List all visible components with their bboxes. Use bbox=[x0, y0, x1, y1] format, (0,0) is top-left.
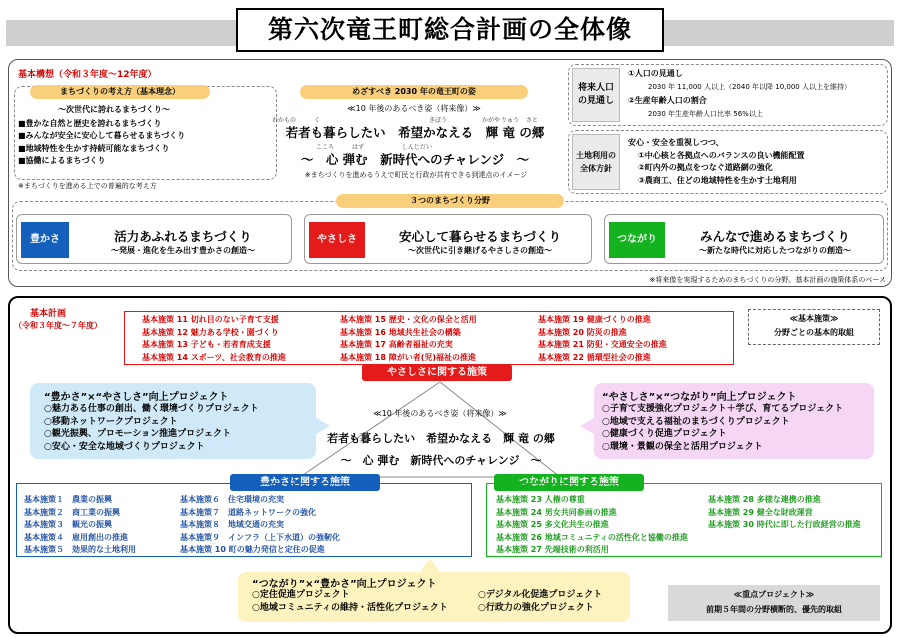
bunya-tag-yutaka: 豊かさ bbox=[21, 222, 69, 258]
policy-item: 基本施策 11 切れ目のない子育て支援 bbox=[142, 315, 279, 324]
proj3-pointer bbox=[420, 558, 440, 572]
bunya-main-tsunagari: みんなで進めるまちづくり bbox=[700, 229, 850, 244]
jinkou-label: 将来人口 の見通し bbox=[577, 83, 614, 106]
yasashisa-policy-tag: やさしさに関する施策 bbox=[362, 364, 512, 381]
jinkou-l4: 2030 年生産年齢人口比率 56%以上 bbox=[648, 110, 763, 118]
project-item: ○観光振興、プロモーション推進プロジェクト bbox=[44, 429, 231, 439]
bunya-sub-tsunagari: ～新たな時代に対応したつながりの創造～ bbox=[699, 246, 851, 255]
policy-item: 基本施策 10 町の魅力発信と定住の促進 bbox=[180, 545, 325, 555]
bunya-sub-yasashisa: ～次世代に引き継げるやさしさの創造～ bbox=[408, 246, 552, 255]
kihon-keikaku-label2: （令和３年度～７年度） bbox=[14, 321, 102, 330]
yutaka-policy-tag: 豊かさに関する施策 bbox=[230, 474, 380, 491]
policy-item: 基本施策１ 農業の振興 bbox=[24, 495, 112, 504]
policy-item: 基本施策 19 健康づくりの推進 bbox=[538, 315, 651, 324]
jinkou-l2: 2030 年 11,000 人以上（2040 年以降 10,000 人以上を維持） bbox=[648, 83, 851, 91]
policy-item: 基本施策４ 雇用創出の推進 bbox=[24, 532, 128, 542]
jinkou-l3: ②生産年齢人口の割合 bbox=[628, 96, 707, 105]
mezasu-ruby1: わかもの く きぼう かがや りゅう さと bbox=[272, 117, 539, 124]
policy-item: 基本施策 16 地域共生社会の構築 bbox=[340, 327, 461, 337]
policy-item: 基本施策 24 男女共同参画の推進 bbox=[496, 507, 617, 517]
policy-item: 基本施策 23 人権の尊重 bbox=[496, 495, 585, 504]
legend-juten-desc: 前期５年間の分野横断的、優先的取組 bbox=[706, 605, 842, 614]
legend-juten-title: ≪重点プロジェクト≫ bbox=[733, 590, 815, 599]
tochi-label: 土地利用の 全体方針 bbox=[576, 151, 616, 173]
mezasu-sub: ≪10 年後のあるべき姿（将来像）≫ bbox=[347, 104, 481, 113]
project-item: ○地域で支える福祉のまちづくりプロジェクト bbox=[602, 416, 790, 427]
policy-item: 基本施策 21 防犯・交通安全の推進 bbox=[538, 340, 667, 350]
project-item: ○健康づくり促進プロジェクト bbox=[602, 429, 727, 439]
mezasu-ruby2: こころ はず しんじだい bbox=[316, 144, 433, 151]
project-item: ○デジタル化促進プロジェクト bbox=[478, 590, 603, 600]
policy-item: 基本施策６ 住宅環境の充実 bbox=[180, 495, 284, 504]
rinen-item: ■豊かな自然と歴史を誇れるまちづくり bbox=[18, 119, 162, 128]
rinen-note: ※まちづくりを進める上での普遍的な考え方 bbox=[18, 182, 157, 190]
policy-item: 基本施策 25 多文化共生の推進 bbox=[496, 520, 609, 530]
bunya-title: ３つのまちづくり分野 bbox=[336, 194, 564, 208]
rinen-subtitle: ～次世代に誇れるまちづくり～ bbox=[58, 105, 170, 114]
project-item: ○移動ネットワークプロジェクト bbox=[44, 416, 178, 427]
policy-item: 基本施策 29 健全な財政運営 bbox=[708, 507, 813, 517]
policy-item: 基本施策７ 道路ネットワークの強化 bbox=[180, 507, 316, 517]
project-item: ○魅力ある仕事の創出、働く環境づくりプロジェクト bbox=[44, 404, 259, 414]
policy-item: 基本施策５ 効果的な土地利用 bbox=[24, 545, 136, 555]
blue-col-2 bbox=[180, 494, 340, 557]
rinen-item: ■協働によるまちづくり bbox=[18, 156, 106, 166]
policy-item: 基本施策 27 先端技術の利活用 bbox=[496, 545, 609, 555]
policy-item: 基本施策 12 魅力ある学校・園づくり bbox=[142, 327, 279, 337]
policy-item: 基本施策 15 歴史・文化の保全と活用 bbox=[340, 315, 477, 324]
bunya-main-yasashisa: 安心して暮らせるまちづくり bbox=[398, 229, 561, 244]
project-item: ○子育て支援強化プロジェクト＋学び、育てるプロジェクト bbox=[602, 404, 844, 414]
project-item: ○行政力の強化プロジェクト bbox=[478, 602, 594, 613]
blue-col-1 bbox=[24, 494, 136, 557]
mezasu-title: めざすべき 2030 年の竜王町の姿 bbox=[300, 85, 528, 99]
rinen-title: まちづくりの考え方（基本理念） bbox=[30, 85, 210, 99]
tsunagari-policy-tag: つながりに関する施策 bbox=[494, 474, 644, 491]
proj1-title: “豊かさ”×“やさしさ”向上プロジェクト bbox=[44, 392, 229, 403]
kihon-keikaku-label1: 基本計画 bbox=[30, 309, 67, 319]
policy-item: 基本施策 14 スポーツ、社会教育の推進 bbox=[142, 352, 286, 362]
bunya-tag-yasashisa: やさしさ bbox=[309, 222, 365, 258]
policy-item: 基本施策 22 循環型社会の推進 bbox=[538, 352, 651, 362]
rinen-item: ■みんなが安全に安心して暮らせるまちづくり bbox=[18, 131, 186, 141]
policy-item: 基本施策 17 高齢者福祉の充実 bbox=[340, 340, 453, 350]
legend-kihon-title: ≪基本施策≫ bbox=[789, 314, 839, 323]
project-item: ○環境・景観の保全と活用プロジェクト bbox=[602, 441, 763, 452]
policy-item: 基本施策２ 商工業の振興 bbox=[24, 507, 120, 517]
bunya-sub-yutaka: ～発展・進化を生み出す豊かさの創造～ bbox=[111, 246, 255, 255]
policy-item: 基本施策８ 地域交通の充実 bbox=[180, 520, 284, 530]
mezasu-line1: 若者も暮らしたい 希望かなえる 輝 竜 の郷 bbox=[285, 125, 545, 140]
project-item: ○安心・安全な地域づくりプロジェクト bbox=[44, 441, 205, 452]
bunya-tag-tsunagari: つながり bbox=[609, 222, 665, 258]
proj2-title: “やさしさ”×“つながり”向上プロジェクト bbox=[602, 392, 797, 403]
project-item: ○地域コミュニティの維持・活性化プロジェクト bbox=[252, 602, 448, 613]
policy-item: 基本施策 18 障がい者(児)福祉の推進 bbox=[340, 352, 477, 362]
green-col-1 bbox=[496, 494, 688, 557]
policy-item: 基本施策 30 時代に即した行政経営の推進 bbox=[708, 520, 861, 530]
proj3-col2 bbox=[478, 589, 602, 614]
center-sub: ≪10 年後のあるべき姿（将来像）≫ bbox=[373, 409, 507, 418]
mezasu-line2: ～ 心 弾む 新時代へのチャレンジ ～ bbox=[300, 152, 530, 167]
jinkou-l1: ①人口の見通し bbox=[628, 69, 683, 78]
policy-item: 基本施策３ 観光の振興 bbox=[24, 520, 112, 530]
center-line1: 若者も暮らしたい 希望かなえる 輝 竜 の郷 bbox=[327, 432, 555, 445]
legend-kihon-desc: 分野ごとの基本的取組 bbox=[774, 328, 854, 337]
bunya-main-yutaka: 活力あふれるまちづくり bbox=[114, 229, 252, 244]
tochi-text: 安心・安全を重視しつつ、 ①中心核と各拠点へのバランスの良い機能配置 ②町内外の拠点をつなぐ道路網の強化 ③農商工、住どの地域特性を生かす土地利用 bbox=[628, 138, 805, 185]
policy-item: 基本施策 13 子ども・若者育成支援 bbox=[142, 340, 271, 350]
proj1-items bbox=[44, 403, 259, 453]
kihon-kosou-label: 基本構想（令和３年度～12年度） bbox=[18, 70, 157, 80]
green-col-2 bbox=[708, 494, 861, 532]
proj2-items bbox=[602, 403, 843, 453]
rinen-item: ■地域特性を生かす持続可能なまちづくり bbox=[18, 143, 170, 153]
bunya-note: ※将来像を実現するためのまちづくりの分野。基本計画の施策体系のベース bbox=[649, 276, 886, 284]
center-line2: ～ 心 弾む 新時代へのチャレンジ ～ bbox=[340, 454, 542, 467]
page-title: 第六次竜王町総合計画の全体像 bbox=[236, 8, 664, 52]
project-item: ○定住促進プロジェクト bbox=[252, 590, 350, 600]
mezasu-note: ※まちづくりを進めるうえで町民と行政が共有できる到達点のイメージ bbox=[304, 171, 528, 179]
policy-item: 基本施策 26 地域コミュニティの活性化と協働の推進 bbox=[496, 532, 688, 542]
policy-item: 基本施策 20 防災の推進 bbox=[538, 327, 627, 337]
policy-item: 基本施策 28 多様な連携の推進 bbox=[708, 495, 821, 504]
proj3-title: “つながり”×“豊かさ”向上プロジェクト bbox=[252, 579, 437, 590]
proj2-pointer bbox=[580, 418, 594, 434]
proj3-col1 bbox=[252, 589, 448, 614]
policy-item: 基本施策９ インフラ（上下水道）の強靭化 bbox=[180, 532, 340, 542]
